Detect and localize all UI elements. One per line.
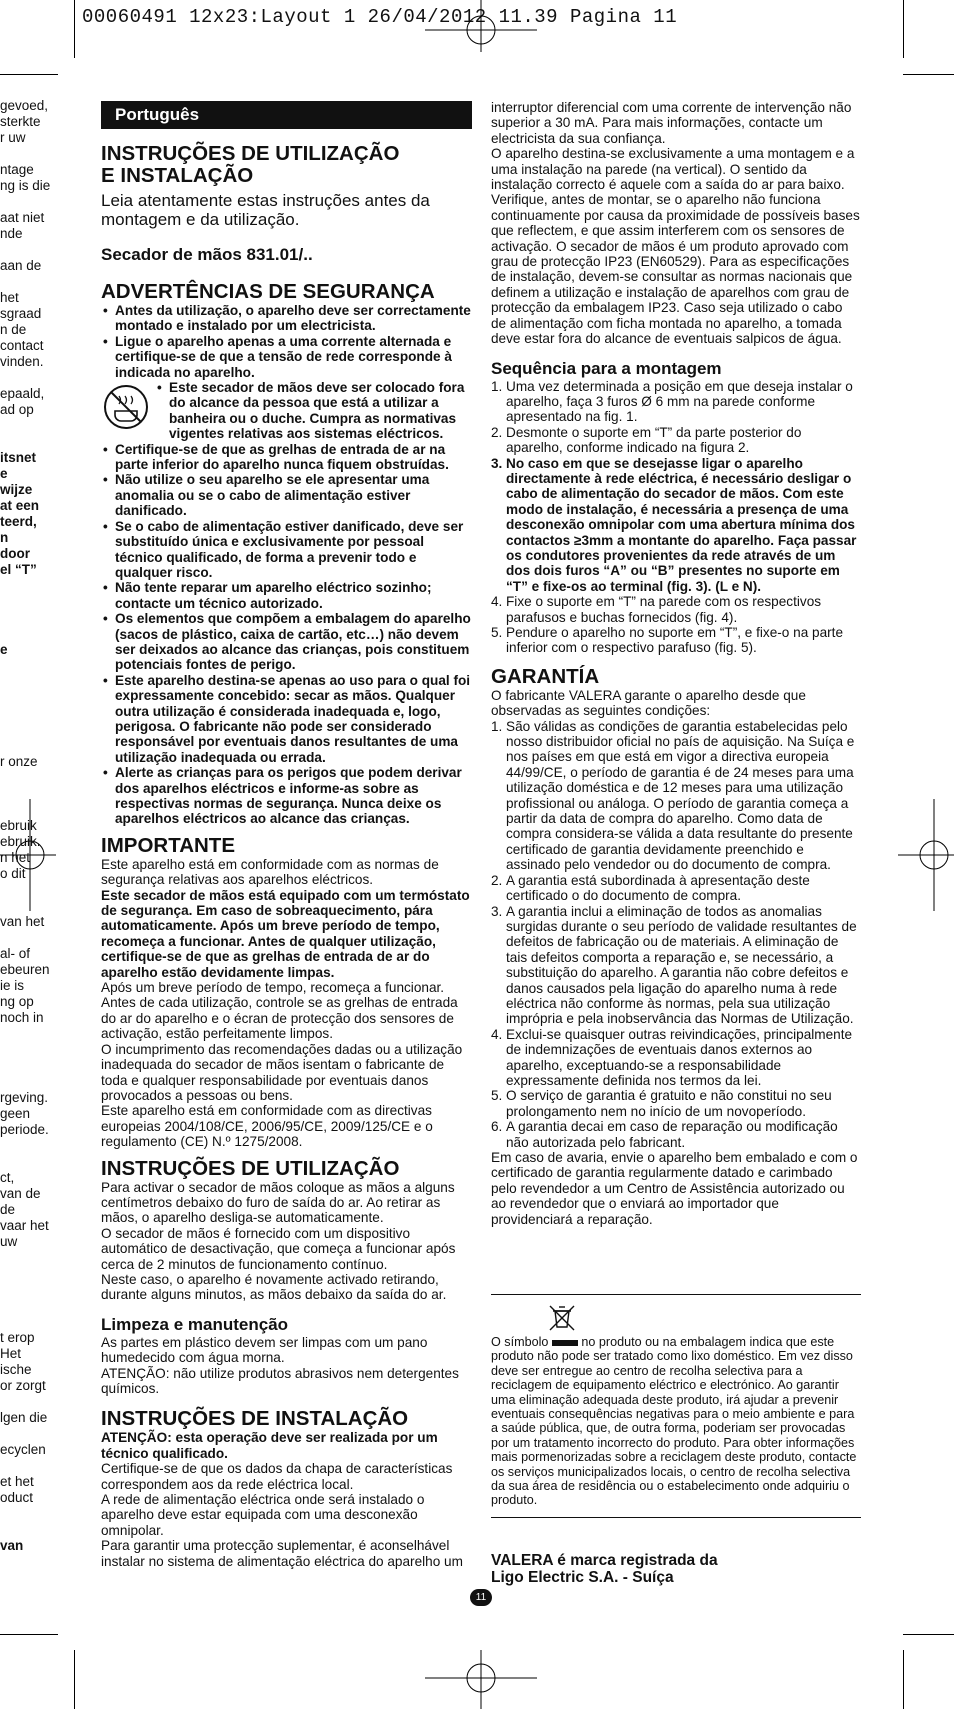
bleed-line: periode. xyxy=(0,1122,49,1137)
bleed-line xyxy=(0,738,52,754)
bleed-line: lgen die xyxy=(0,1410,48,1425)
bleed-line xyxy=(0,1282,52,1298)
crop-mark xyxy=(903,0,904,58)
bleed-line xyxy=(0,370,52,386)
safety-item: • Alerte as crianças para os perigos que podem derivar dos aparelhos eléctricos e informe-as sobre as respectivas normas de segurança. Nunca deixe os aparelhos eléctricos ao alcance das crianças. xyxy=(115,765,472,827)
intro-text: Leia atentamente estas instruções antes da montagem e da utilização. xyxy=(101,191,430,229)
bleed-line: at een xyxy=(0,498,40,513)
install-text: interruptor diferencial com uma corrente de intervenção não superior a 30 mA. Para mais informações, contacte um electricista da sua confiança. xyxy=(491,100,852,146)
registration-mark-right xyxy=(898,795,954,915)
guarantee-closing: Em caso de avaria, envie o aparelho bem embalado e com o certificado de garantia regularmente datado e carimbado pelo revendedor a um Centro de Assistência autorizado ou ao revendedor que o enviará ao importador que providenciará a reparação. xyxy=(491,1150,858,1227)
use-text: Neste caso, o aparelho é novamente activado retirando, durante alguns minutos, as mãos debaixo da saída do ar. xyxy=(101,1271,447,1303)
weee-text: O símbolo no produto ou na embalagem indica que este produto não pode ser tratado como lixo doméstico. Em vez disso deve ser entregue ao centro de recolha selectiva para a reciclagem de equipamento eléctrico e electrónico. Ao garantir uma eliminação adequada deste produto, irá ajudar a prevenir eventuais consequências negativas para o meio ambiente e para a saúde pública, que, de outra forma, poderiam ser provocadas por um tratamento incorrecto do produto. Para obter informações mais pormenorizadas sobre a reciclagem deste produto, contacte os serviços municipalizados locais, o centro de recolha selectiva da sua área de residência ou o estabelecimento onde adquiriu o produto. xyxy=(491,1335,857,1508)
bleed-line: r onze xyxy=(0,754,38,769)
bleed-line: teerd, xyxy=(0,514,37,529)
bleed-line xyxy=(0,242,52,258)
important-text: Este aparelho está em conformidade com as normas de segurança relativas aos aparelhos eléctricos. xyxy=(101,856,439,888)
bleed-line: vaar het xyxy=(0,1218,49,1233)
cleaning-heading: Limpeza e manutenção xyxy=(101,1314,289,1334)
bleed-line: al- of xyxy=(0,946,31,961)
bleed-line xyxy=(0,1250,52,1266)
bleed-line: ct, xyxy=(0,1170,15,1185)
bleed-line: ng op xyxy=(0,994,34,1009)
bleed-line xyxy=(0,1058,52,1074)
bleed-line xyxy=(0,626,52,642)
use-text: Para activar o secador de mãos coloque as mãos a alguns centímetros debaixo do furo de saída do ar. Ao retirar as mãos, o aparelho desliga-se automaticamente. xyxy=(101,1179,455,1226)
model-heading: Secador de mãos 831.01/.. xyxy=(101,245,313,264)
bleed-line xyxy=(0,786,52,802)
sequence-step: 2. Desmonte o suporte em “T” da parte posterior do aparelho, conforme indicado na figura 2. xyxy=(491,424,802,456)
bleed-line xyxy=(0,418,52,434)
bleed-line: vinden. xyxy=(0,354,44,369)
bleed-line: wijze xyxy=(0,482,33,497)
important-heading: IMPORTANTE xyxy=(101,833,236,857)
bleed-line: van xyxy=(0,1538,24,1553)
guarantee-item: 5. O serviço de garantia é gratuito e não constitui no seu prolongamento nem no início de um novoperíodo. xyxy=(491,1088,832,1119)
safety-item: • Ligue o aparelho apenas a uma corrente alternada e certifique-se de que a tensão de rede corresponde à indicada no aparelho. xyxy=(115,334,472,380)
bleed-line: rgeving. xyxy=(0,1090,49,1105)
bleed-line: el “T” xyxy=(0,562,37,577)
bleed-line xyxy=(0,194,52,210)
bleed-line: n de xyxy=(0,322,27,337)
bleed-line: et het xyxy=(0,1474,34,1489)
weee-bar-icon xyxy=(552,1340,578,1346)
bleed-line: or zorgt xyxy=(0,1378,46,1393)
safety-heading: ADVERTÊNCIAS DE SEGURANÇA xyxy=(101,280,435,303)
guarantee-item: 3. A garantia inclui a eliminação de todos as anomalias surgidas durante o seu período de validade resultantes de defeitos de fabricação ou de materiais. A eliminação de tais defeitos comporta a reparação e, se necessário, a substituição do aparelho. A garantia não cobre defeitos e danos causados pela ligação do aparelho numa à rede eléctrica não conforme às normas, pela sua utilização imprópria e pela inobservância das Normas de Utilização. xyxy=(491,903,857,1027)
divider xyxy=(491,1294,861,1295)
registration-mark-bottom xyxy=(421,1650,541,1709)
bleed-line xyxy=(0,578,52,594)
safety-item: • Os elementos que compõem a embalagem do aparelho (sacos de plástico, caixa de cartão, etc…) não devem ser deixados ao alcance das crianças, pois constituem potenciais fontes de perigo. xyxy=(115,611,472,673)
bleed-line: ntage xyxy=(0,162,34,177)
divider xyxy=(491,1517,861,1518)
bleed-line: door xyxy=(0,546,30,561)
install-heading: INSTRUÇÕES DE INSTALAÇÃO xyxy=(101,1407,409,1431)
bleed-line: ie is xyxy=(0,978,25,993)
safety-list xyxy=(101,303,472,380)
bleed-line: ad op xyxy=(0,402,34,417)
main-title xyxy=(101,143,472,187)
crop-mark xyxy=(0,74,58,75)
brand-note xyxy=(491,1552,861,1586)
bleed-line: oduct xyxy=(0,1490,34,1505)
install-text: A rede de alimentação eléctrica onde será instalado o aparelho deve estar equipada com uma desconexão omnipolar. xyxy=(101,1492,425,1538)
bleed-line: t erop xyxy=(0,1330,35,1345)
crossed-bin-icon xyxy=(547,1303,577,1333)
crop-mark xyxy=(0,1634,58,1635)
use-text: O secador de mãos é fornecido com um dispositivo automático de desactivação, que começa a funcionar após cerca de 2 minutos de funcionamento contínuo. xyxy=(101,1225,456,1272)
safety-item: • Não tente reparar um aparelho eléctrico sozinho; contacte um técnico autorizado. xyxy=(115,580,472,611)
bleed-line: van de xyxy=(0,1186,41,1201)
bleed-line: n het xyxy=(0,850,31,865)
bleed-line: geen xyxy=(0,1106,31,1121)
important-text-bold: Este secador de mãos está equipado com um termóstato de segurança. Em caso de sobreaquecimento, pára automaticamente. Após um breve período de tempo, recomeça a funcionar. Antes de qualquer utilização, certifique-se de que as grelhas de entrada de ar do aparelho estão devidamente limpas. xyxy=(101,887,470,980)
sequence-step: 5. Pendure o aparelho no suporte em “T”, e fixe-o na parte inferior com o respectivo parafuso (fig. 5). xyxy=(491,625,844,656)
bleed-line xyxy=(0,1522,52,1538)
guarantee-item: 1. São válidas as condições de garantia estabelecidas pelo nosso distribuidor oficial no país de aquisição. Na Suíça e nos países em que está em vigor a directiva europeia 44/99/CE, o período de garantia é de 24 meses para uma utilização doméstica e de 12 meses para uma utilização profissional ou análoga. O período de garantia começa a partir da data de compra do aparelho. Como data de compra considera-se válida a data resultante do presente certificado de garantia devidamente preenchido e assinado pelo vendedor ou do documento de compra. xyxy=(491,718,855,873)
bleed-line: ecyclen xyxy=(0,1442,46,1457)
left-column xyxy=(101,101,472,1569)
sequence-list xyxy=(491,379,861,656)
important-text: Este aparelho está em conformidade com as directivas europeias 2004/108/CE, 2006/95/CE, 2009/125/CE e o regulamento (CE) N.º 1275/2008. xyxy=(101,1103,433,1150)
bleed-line: e xyxy=(0,642,8,657)
right-column xyxy=(491,100,861,1227)
bleed-line xyxy=(0,770,52,786)
crop-mark xyxy=(74,0,75,58)
crop-mark xyxy=(903,1634,954,1635)
bleed-line: Het xyxy=(0,1346,22,1361)
guarantee-intro: O fabricante VALERA garante o aparelho desde que observadas as seguintes condições: xyxy=(491,687,806,719)
bleed-line xyxy=(0,610,52,626)
safety-item: • Antes da utilização, o aparelho deve ser correctamente montado e instalado por um electricista. xyxy=(115,303,472,334)
crop-mark xyxy=(903,1650,904,1709)
install-text: Para garantir uma protecção suplementar, é aconselhável instalar no sistema de alimentação eléctrica do aparelho um xyxy=(101,1538,463,1569)
safety-item: • Certifique-se de que as grelhas de entrada de ar na parte inferior do aparelho nunca fiquem obstruídas. xyxy=(115,442,472,473)
bleed-line xyxy=(0,146,52,162)
install-text: O aparelho destina-se exclusivamente a uma montagem e a uma instalação na parede (na vertical). O sentido da instalação correcto é aquele com a saída do ar para baixo. Verifique, antes de montar, se o aparelho não funciona continuamente por causa da proximidade de possíveis bases que reflectem, e que assim interferem com os sensores de activação. O secador de mãos é um produto aprovado com grau de protecção IP23 (EN60529). Para as especificações de instalação, devem-se consultar as normas nacionais que definem a utilização e instalação de aparelhos com grau de protecção da embalagem IP23. Caso seja utilizado o cabo de alimentação com ficha montada no aparelho, a tomada deve estar fora do alcance de eventuais salpicos de água. xyxy=(491,146,860,347)
use-heading: INSTRUÇÕES DE UTILIZAÇÃO xyxy=(101,1156,400,1180)
bleed-line: ng is die xyxy=(0,178,51,193)
crop-mark xyxy=(903,74,954,75)
install-warning: ATENÇÃO: esta operação deve ser realizada por um técnico qualificado. xyxy=(101,1430,438,1461)
bleed-line xyxy=(0,722,52,738)
bleed-line: epaald, xyxy=(0,386,45,401)
bleed-line xyxy=(0,802,52,818)
bleed-line: nde xyxy=(0,226,23,241)
bleed-line xyxy=(0,658,52,674)
brand-line: VALERA é marca registrada da xyxy=(491,1552,718,1569)
sequence-heading: Sequência para a montagem xyxy=(491,358,722,378)
guarantee-item: 4. Exclui-se quaisquer outras reivindicações, principalmente de indemnizações de eventuais danos externos ao aparelho, exceptuando-se a responsabilidade expressamente definida nos termos da lei. xyxy=(491,1026,853,1088)
bleed-line xyxy=(0,1026,52,1042)
bleed-line: e xyxy=(0,466,8,481)
bleed-line: het xyxy=(0,290,19,305)
bleed-line xyxy=(0,930,52,946)
safety-item: • Não utilize o seu aparelho se ele apresentar uma anomalia ou se o cabo de alimentação estiver danificado. xyxy=(115,472,472,518)
bleed-line: itsnet xyxy=(0,450,37,465)
bleed-line: de xyxy=(0,1202,16,1217)
bleed-line: van het xyxy=(0,914,45,929)
bleed-line xyxy=(0,674,52,690)
bleed-line xyxy=(0,1138,52,1154)
cleaning-text: ATENÇÃO: não utilize produtos abrasivos nem detergentes químicos. xyxy=(101,1365,459,1396)
bleed-line: n xyxy=(0,530,9,545)
sequence-step: 3. No caso em que se desejasse ligar o aparelho directamente à rede eléctrica, é necessário desligar o cabo de alimentação do secador de mãos. Com este modo de instalação, é necessária a presença de uma desconexão omnipolar com uma abertura mínima dos contactos ≥3mm a montante do aparelho. Faça passar os condutores provenientes da rede através de um dos dois furos “A” ou “B” presentes no suporte em “T” e fixe-os ao terminal (fig. 3). (L e N). xyxy=(491,455,857,594)
bleed-line: ebruik xyxy=(0,818,37,833)
bleed-line xyxy=(0,898,52,914)
sequence-step: 4. Fixe o suporte em “T” na parede com os respectivos parafusos e buchas fornecidos (fig. 4). xyxy=(491,594,822,625)
no-water-icon xyxy=(103,384,149,430)
brand-line: Ligo Electric S.A. - Suíça xyxy=(491,1569,674,1586)
install-text: Certifique-se de que os dados da chapa de características correspondem aos da rede eléctrica local. xyxy=(101,1461,453,1492)
important-text: O incumprimento das recomendações dadas ou a utilização inadequada do secador de mãos isentam o fabricante de toda e qualquer responsabilidade por eventuais danos provocados a pessoas ou bens. xyxy=(101,1041,463,1103)
bleed-line xyxy=(0,1266,52,1282)
registration-mark-top xyxy=(421,0,541,52)
bleed-line: aan de xyxy=(0,258,42,273)
bleed-line xyxy=(0,1042,52,1058)
bleed-line xyxy=(0,594,52,610)
safety-list-continued xyxy=(101,442,472,827)
bleed-line: gevoed, xyxy=(0,98,49,113)
bleed-line xyxy=(0,706,52,722)
bleed-line xyxy=(0,434,52,450)
bleed-line xyxy=(0,1506,52,1522)
safety-item-with-icon xyxy=(101,380,472,442)
bleed-line xyxy=(0,274,52,290)
bleed-line xyxy=(0,1426,52,1442)
bleed-line xyxy=(0,1074,52,1090)
bleed-line xyxy=(0,690,52,706)
main-title-line2: E INSTALAÇÃO xyxy=(101,164,254,187)
bleed-line xyxy=(0,1394,52,1410)
bleed-line: ebeuren xyxy=(0,962,50,977)
bleed-line xyxy=(0,1154,52,1170)
bleed-line: r uw xyxy=(0,130,26,145)
guarantee-item: 2. A garantia está subordinada à apresentação deste certificado o do documento de compra. xyxy=(491,872,810,904)
bleed-line: o dit xyxy=(0,866,26,881)
bleed-line xyxy=(0,1298,52,1314)
page-number: 11 xyxy=(470,1589,492,1606)
print-slug: 00060491 12x23:Layout 1 26/04/2012 11.39 Pagina 11 xyxy=(82,6,678,28)
bleed-line xyxy=(0,1314,52,1330)
bleed-line: aat niet xyxy=(0,210,45,225)
guarantee-heading: GARANTÍA xyxy=(491,664,600,688)
bleed-line: uw xyxy=(0,1234,18,1249)
bleed-line: sgraad xyxy=(0,306,42,321)
safety-item: • Este secador de mãos deve ser colocado fora do alcance da pessoa que está a utilizar a banheira ou o duche. Cumpra as normativas vigentes relativas aos sistemas eléctricos. xyxy=(169,380,472,442)
guarantee-item: 6. A garantia decai em caso de reparação ou modificação não autorizada pelo fabricant. xyxy=(491,1119,838,1150)
bleed-line xyxy=(0,882,52,898)
bleed-line: contact xyxy=(0,338,44,353)
sequence-step: 1. Uma vez determinada a posição em que deseja instalar o aparelho, faça 3 furos Ø 6 mm na parede conforme apresentado na fig. 1. xyxy=(491,378,853,425)
weee-notice xyxy=(491,1303,861,1508)
important-text: Após um breve período de tempo, recomeça a funcionar. Antes de cada utilização, controle se as grelhas de entrada do ar do aparelho e o écran de protecção dos sensores de activação, estão perfeitamente limpos. xyxy=(101,980,458,1042)
bleed-line: sterkte xyxy=(0,114,41,129)
bleed-line: ische xyxy=(0,1362,32,1377)
previous-page-bleed xyxy=(0,98,52,1554)
crop-mark xyxy=(74,1650,75,1709)
cleaning-text: As partes em plástico devem ser limpas com um pano humedecido com água morna. xyxy=(101,1334,428,1366)
bleed-line xyxy=(0,1458,52,1474)
bleed-line: ebruik. xyxy=(0,834,41,849)
guarantee-list xyxy=(491,719,861,1150)
safety-item: • Este aparelho destina-se apenas ao uso para o qual foi expressamente concebido: secar as mãos. Qualquer outra utilização é considerada inadequada e, logo, perigosa. O fabricante não pode ser considerado responsável por eventuais danos resultantes de uma utilização inadequada ou errada. xyxy=(115,673,472,765)
main-title-line1: INSTRUÇÕES DE UTILIZAÇÃO xyxy=(101,142,400,165)
safety-item: • Se o cabo de alimentação estiver danificado, deve ser substituído única e exclusivamente por pessoal técnico qualificado, de forma a prevenir todo e qualquer risco. xyxy=(115,519,472,581)
bleed-line: noch in xyxy=(0,1010,44,1025)
language-bar: Português xyxy=(101,101,472,129)
